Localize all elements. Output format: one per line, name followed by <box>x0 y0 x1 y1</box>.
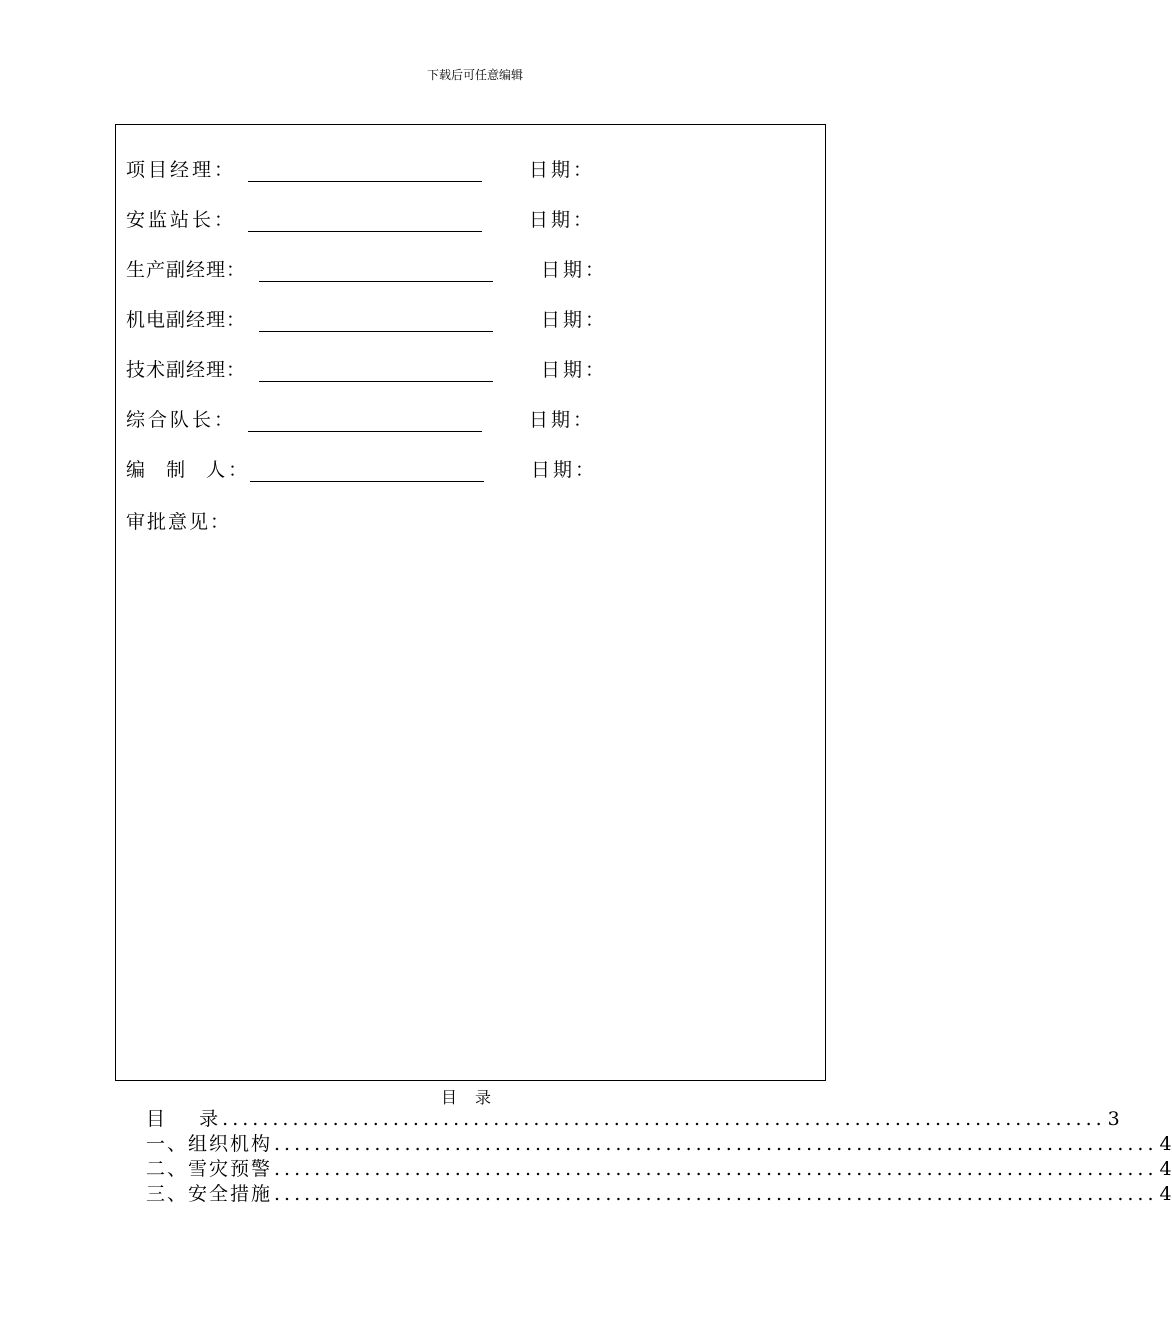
toc-dot-leader: ........................................................................................ <box>274 1183 1158 1205</box>
toc-entry-title: 目 录 <box>146 1108 221 1130</box>
signature-line[interactable] <box>248 231 482 232</box>
toc-entry[interactable] <box>146 1182 1172 1207</box>
approval-label: 生产副经理： <box>126 259 247 281</box>
approval-label: 机电副经理： <box>126 309 247 331</box>
approval-label: 技术副经理： <box>126 359 247 381</box>
toc-entry-page: 4 <box>1159 1158 1172 1180</box>
approval-box <box>115 124 826 1081</box>
date-label: 日期： <box>541 259 608 281</box>
approval-label: 安监站长： <box>126 209 237 231</box>
toc-title: 目录 <box>440 1088 509 1107</box>
toc-entry-page: 3 <box>1107 1108 1120 1130</box>
approval-label: 项目经理： <box>126 159 237 181</box>
page-header: 下载后可任意编辑 <box>426 68 523 82</box>
toc-entry-page: 4 <box>1159 1133 1172 1155</box>
signature-line[interactable] <box>259 331 493 332</box>
approval-label: 编 制 人： <box>126 459 251 481</box>
date-label: 日期： <box>529 409 596 431</box>
date-label: 日期： <box>541 309 608 331</box>
signature-line[interactable] <box>248 181 482 182</box>
toc-dot-leader: ........................................................................................ <box>222 1108 1106 1130</box>
date-label: 日期： <box>541 359 608 381</box>
signature-line[interactable] <box>259 281 493 282</box>
approval-opinion-label: 审批意见： <box>126 511 232 533</box>
date-label: 日期： <box>531 459 598 481</box>
toc-dot-leader: ........................................................................................ <box>274 1158 1158 1180</box>
toc-dot-leader: ........................................................................................ <box>274 1133 1158 1155</box>
signature-line[interactable] <box>250 481 484 482</box>
signature-line[interactable] <box>248 431 482 432</box>
toc-entry-title: 三、安全措施 <box>146 1183 273 1205</box>
toc-entry-page: 4 <box>1159 1183 1172 1205</box>
toc-entry-title: 二、雪灾预警 <box>146 1158 273 1180</box>
toc-entry[interactable] <box>146 1157 1172 1182</box>
table-of-contents <box>146 1107 1172 1207</box>
date-label: 日期： <box>529 159 596 181</box>
toc-entry[interactable] <box>146 1107 1120 1132</box>
date-label: 日期： <box>529 209 596 231</box>
approval-label: 综合队长： <box>126 409 237 431</box>
signature-line[interactable] <box>259 381 493 382</box>
toc-entry-title: 一、组织机构 <box>146 1133 273 1155</box>
toc-entry[interactable] <box>146 1132 1172 1157</box>
